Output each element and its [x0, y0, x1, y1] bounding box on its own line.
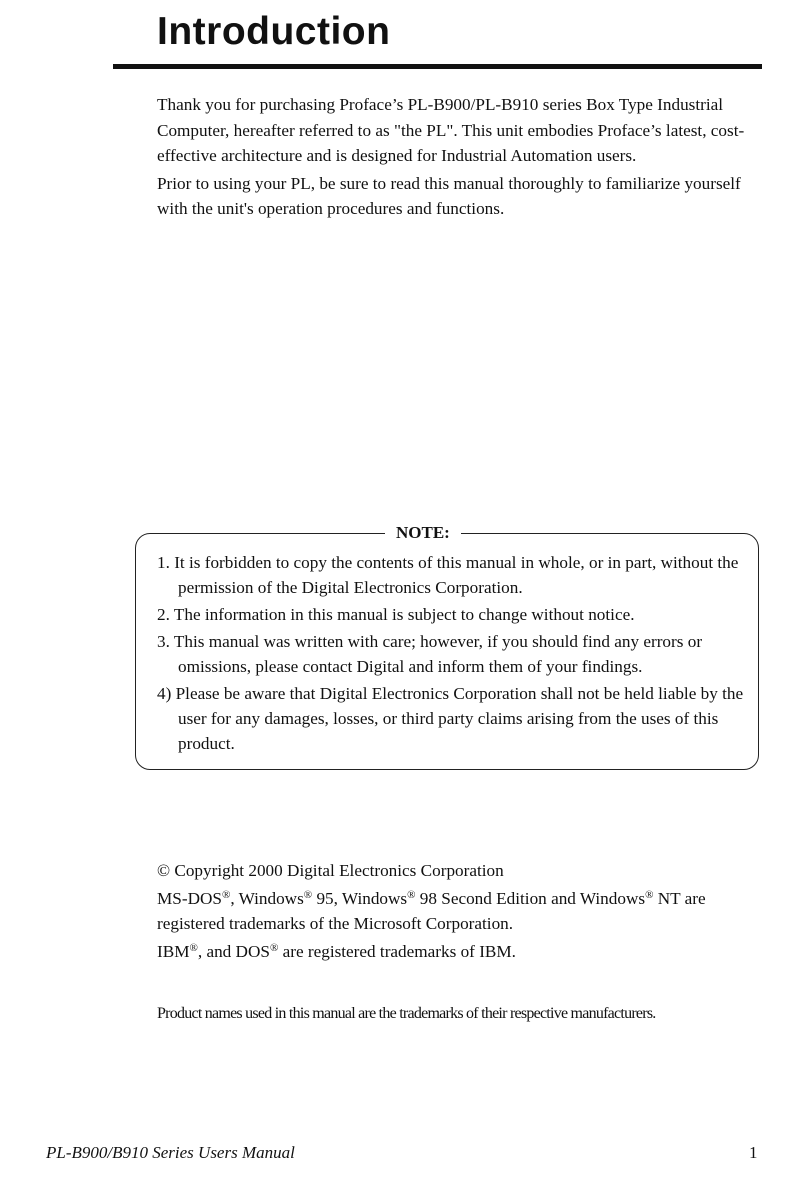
note-item-3: 3. This manual was written with care; however, if you should find any errors or omissions, please contact Digital and inform them of your findings.	[157, 632, 703, 676]
ibm-text-1: IBM	[157, 942, 190, 961]
ms-text-1: MS-DOS	[157, 889, 222, 908]
registered-mark: ®	[645, 889, 654, 901]
product-names-note: Product names used in this manual are the trademarks of their respective manufacturers.	[157, 1005, 656, 1022]
ibm-text-3: are registered trademarks of IBM.	[278, 942, 516, 961]
intro-paragraph-1: Thank you for purchasing Proface’s PL-B900/PL-B910 series Box Type Industrial Computer, hereafter referred to as "the PL". This unit embodies Proface’s latest, cost-effective architecture and is designed for Industrial Automation users.	[157, 95, 745, 165]
ms-text-3: 95, Windows	[312, 889, 408, 908]
ms-text-4: 98 Second Edition and Windows	[415, 889, 646, 908]
intro-section	[157, 92, 767, 224]
page-title: Introduction	[157, 10, 391, 53]
note-label: NOTE:	[385, 521, 461, 545]
note-list	[157, 550, 763, 758]
title-underline	[113, 64, 762, 69]
registered-mark: ®	[407, 889, 416, 901]
ms-text-2: , Windows	[230, 889, 304, 908]
trademark-section	[157, 858, 767, 967]
registered-mark: ®	[303, 889, 313, 901]
ibm-trademark-line	[157, 939, 767, 964]
intro-paragraph-2: Prior to using your PL, be sure to read this manual thoroughly to familiarize yourself with the unit's operation procedures and functions.	[157, 173, 741, 218]
page-number: 1	[749, 1143, 758, 1162]
footer-manual-title: PL-B900/B910 Series Users Manual	[46, 1143, 295, 1162]
copyright-line: © Copyright 2000 Digital Electronics Corporation	[157, 861, 504, 880]
registered-mark: ®	[269, 942, 279, 954]
microsoft-trademark-line	[157, 886, 767, 936]
registered-mark: ®	[189, 942, 198, 954]
note-item-4: 4) Please be aware that Digital Electronics Corporation shall not be held liable by the user for any damages, losses, or third party claims arising from the uses of this product.	[157, 684, 744, 753]
ms-text-5: NT are registered trademarks of the Microsoft Corporation.	[157, 889, 706, 933]
ibm-text-2: , and DOS	[197, 942, 270, 961]
note-item-1: 1. It is forbidden to copy the contents of this manual in whole, or in part, without the permission of the Digital Electronics Corporation.	[157, 553, 739, 597]
note-item-2: 2. The information in this manual is subject to change without notice.	[157, 605, 635, 624]
registered-mark: ®	[221, 889, 231, 901]
